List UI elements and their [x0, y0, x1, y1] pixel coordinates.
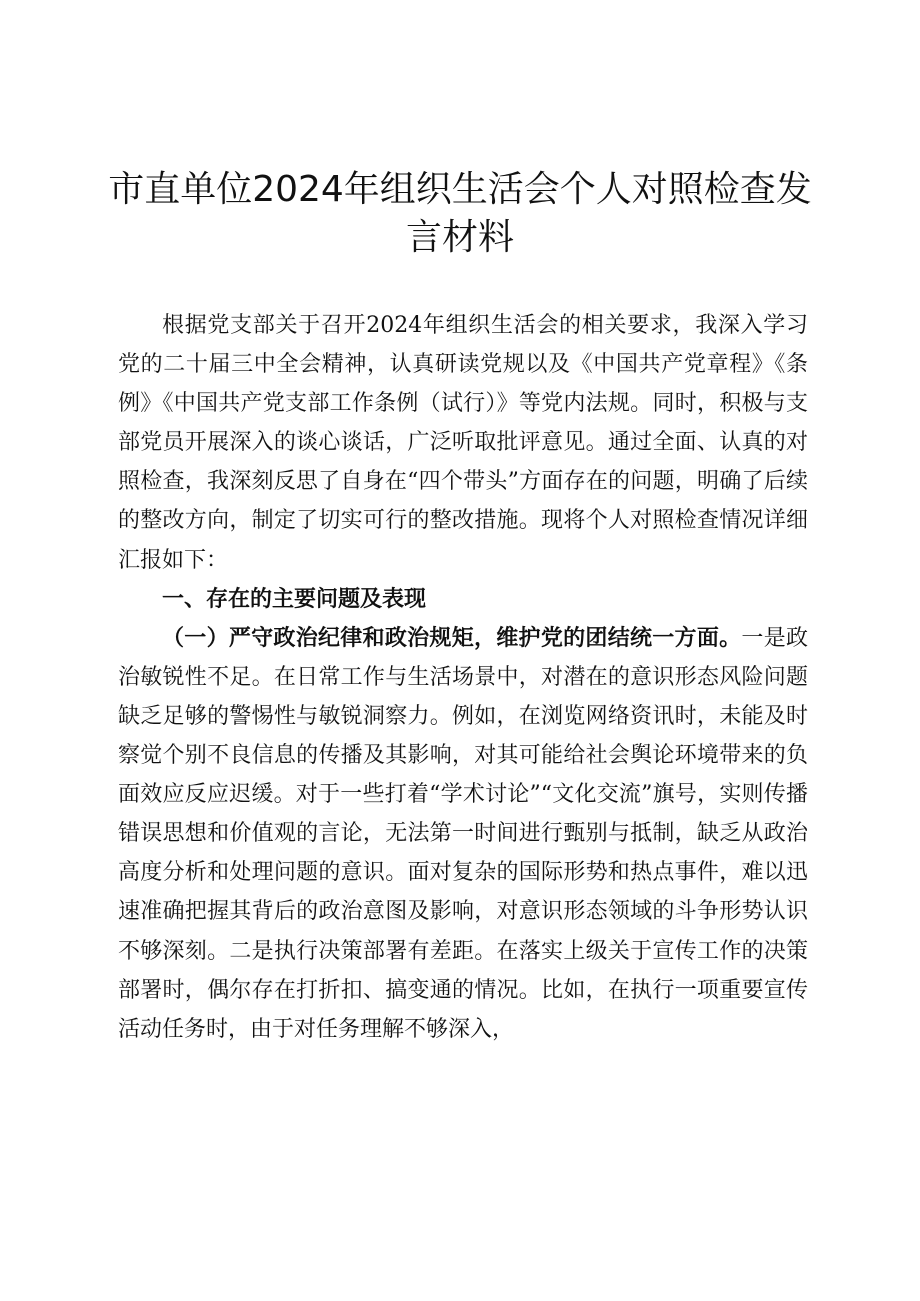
- title-line-1: 市直单位2024年组织生活会个人对照检查发: [108, 169, 812, 210]
- subsection-paragraph: [118, 619, 808, 1049]
- subsection-body: 一是政治敏锐性不足。在日常工作与生活场景中，对潜在的意识形态风险问题缺乏足够的警惕性与敏锐洞察力。例如，在浏览网络资讯时，未能及时察觉个别不良信息的传播及其影响，对其可能给社会舆论环境带来的负面效应反应迟缓。对于一些打着“学术讨论”“文化交流”旗号，实则传播错误思想和价值观的言论，无法第一时间进行甄别与抵制，缺乏从政治高度分析和处理问题的意识。面对复杂的国际形势和热点事件，难以迅速准确把握其背后的政治意图及影响，对意识形态领域的斗争形势认识不够深刻。二是执行决策部署有差距。在落实上级关于宣传工作的决策部署时，偶尔存在打折扣、搞变通的情况。比如，在执行一项重要宣传活动任务时，由于对任务理解不够深入，: [118, 625, 808, 1042]
- document-body: [118, 306, 808, 1049]
- intro-paragraph: 根据党支部关于召开2024年组织生活会的相关要求，我深入学习党的二十届三中全会精神，认真研读党规以及《中国共产党章程》《条例》《中国共产党支部工作条例（试行）》等党内法规。同时，积极与支部党员开展深入的谈心谈话，广泛听取批评意见。通过全面、认真的对照检查，我深刻反思了自身在“四个带头”方面存在的问题，明确了后续的整改方向，制定了切实可行的整改措施。现将个人对照检查情况详细汇报如下：: [118, 313, 808, 573]
- section-heading: 一、存在的主要问题及表现: [162, 586, 427, 612]
- document-title: [100, 166, 820, 262]
- title-line-2: 言材料: [405, 217, 514, 258]
- subsection-heading: （一）严守政治纪律和政治规矩，维护党的团结统一方面。: [162, 625, 742, 651]
